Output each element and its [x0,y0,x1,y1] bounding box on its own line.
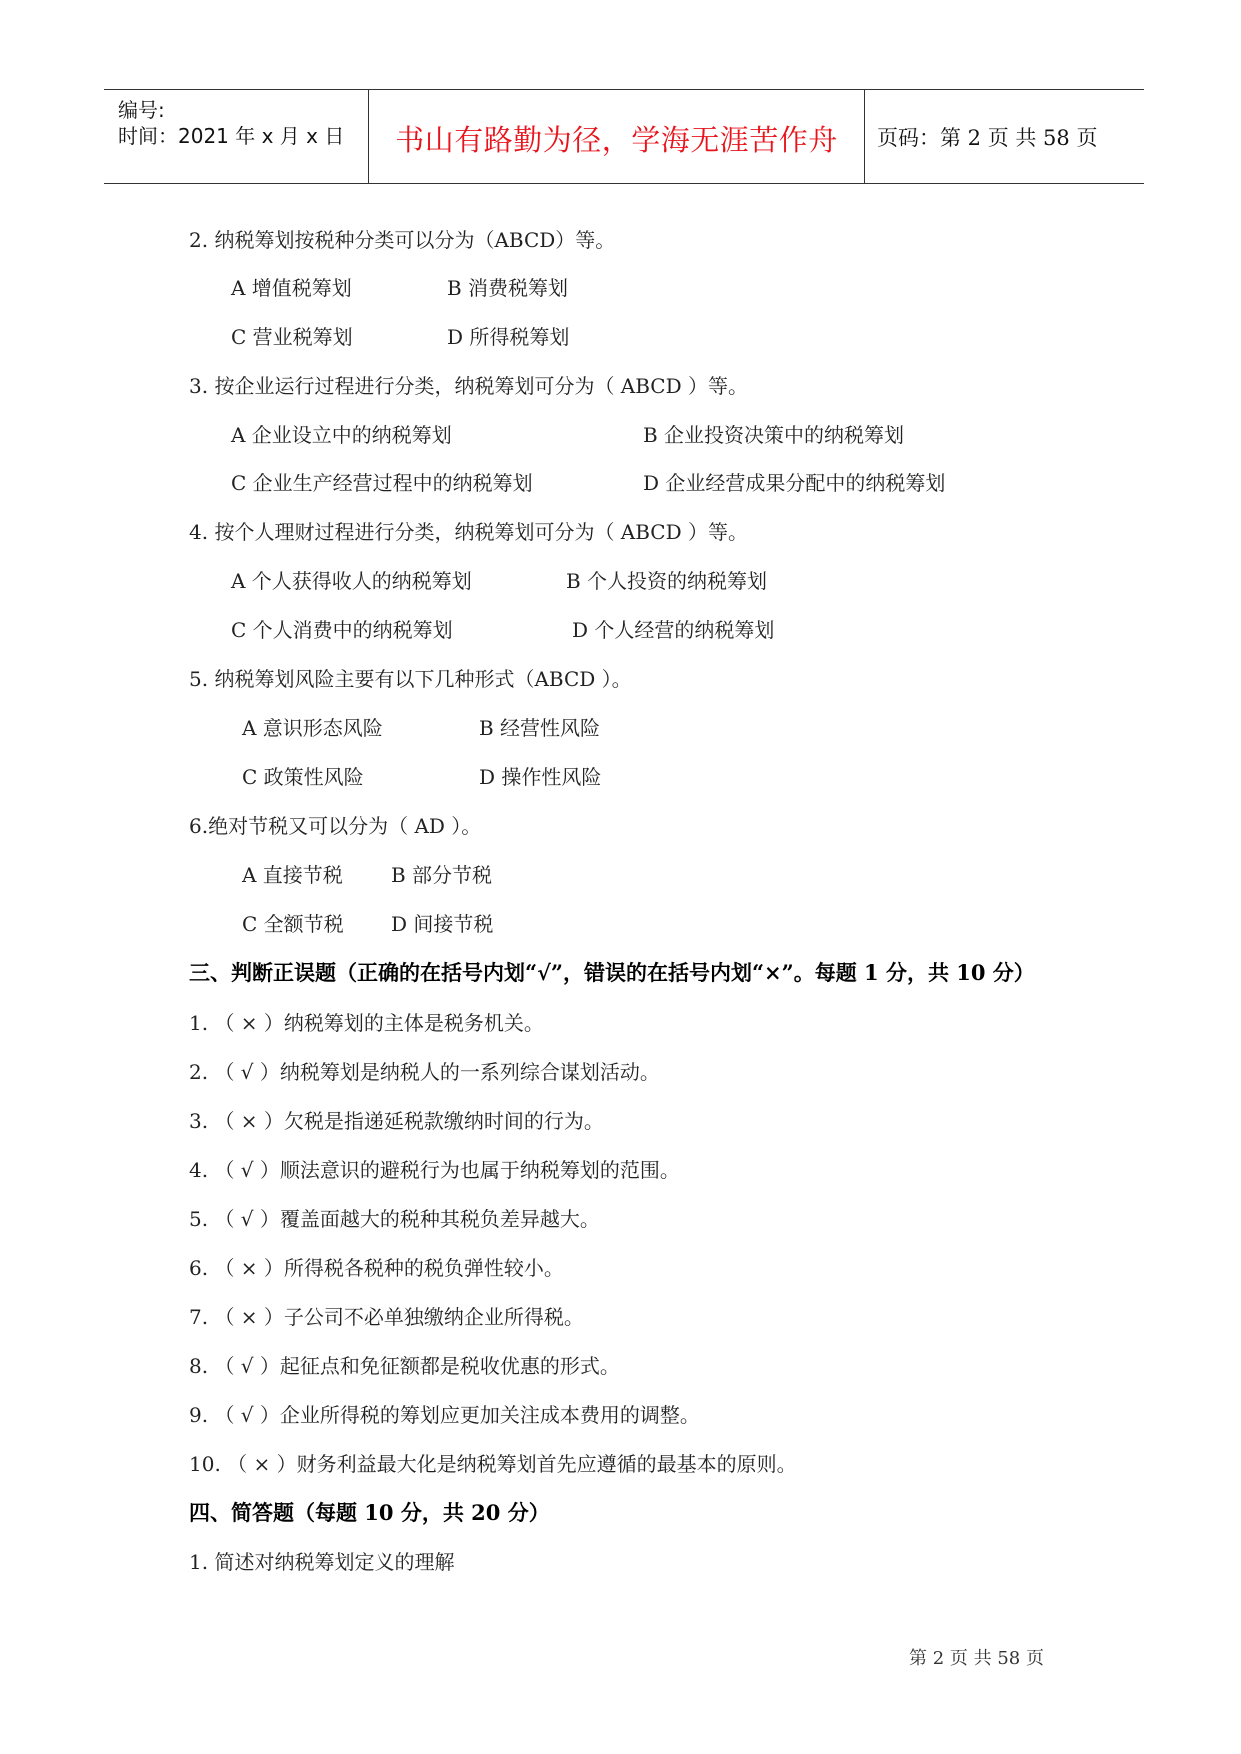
option-c: C 个人消费中的纳税筹划 [231,618,453,642]
question-stem: 5. 纳税筹划风险主要有以下几种形式（ABCD ）。 [189,667,632,691]
true-false-item: 9. （ √ ）企业所得税的筹划应更加关注成本费用的调整。 [189,1403,700,1427]
option-a: A 企业设立中的纳税筹划 [231,423,452,447]
true-false-item: 3. （ × ）欠税是指递延税款缴纳时间的行为。 [189,1109,604,1133]
option-c: C 政策性风险 [242,765,364,789]
option-a: A 直接节税 [242,863,343,887]
true-false-item: 2. （ √ ）纳税筹划是纳税人的一系列综合谋划活动。 [189,1060,660,1084]
option-d: D 间接节税 [391,912,494,936]
question-stem: 2. 纳税筹划按税种分类可以分为（ABCD）等。 [189,228,616,252]
true-false-item: 7. （ × ）子公司不必单独缴纳企业所得税。 [189,1305,584,1329]
option-a: A 个人获得收人的纳税筹划 [231,569,472,593]
header-motto-cell [369,90,865,183]
option-b: B 经营性风险 [479,716,601,740]
true-false-item: 8. （ √ ）起征点和免征额都是税收优惠的形式。 [189,1354,620,1378]
true-false-item: 6. （ × ）所得税各税种的税负弹性较小。 [189,1256,564,1280]
document-header [104,89,1144,184]
option-d: D 所得税筹划 [447,325,570,349]
short-answer-item: 1. 简述对纳税筹划定义的理解 [189,1550,455,1574]
true-false-item: 10. （ × ）财务利益最大化是纳税筹划首先应遵循的最基本的原则。 [189,1452,797,1476]
option-c: C 营业税筹划 [231,325,353,349]
section-title-true-false: 三、判断正误题（正确的在括号内划“√”，错误的在括号内划“×”。每题 1 分，共 10 分） [189,960,1035,985]
option-b: B 企业投资决策中的纳税筹划 [643,423,905,447]
true-false-item: 4. （ √ ）顺法意识的避税行为也属于纳税筹划的范围。 [189,1158,680,1182]
motto: 书山有路勤为径，学海无涯苦作舟 [395,123,838,157]
question-stem: 3. 按企业运行过程进行分类，纳税筹划可分为（ ABCD ）等。 [189,374,749,398]
true-false-item: 1. （ × ）纳税筹划的主体是税务机关。 [189,1011,544,1035]
header-info-cell [104,90,369,183]
section-title-short-answer: 四、简答题（每题 10 分，共 20 分） [189,1500,550,1525]
question-stem: 4. 按个人理财过程进行分类，纳税筹划可分为（ ABCD ）等。 [189,520,749,544]
footer-page-number: 第 2 页 共 58 页 [909,1648,1044,1669]
option-d: D 个人经营的纳税筹划 [572,618,775,642]
true-false-item: 5. （ √ ）覆盖面越大的税种其税负差异越大。 [189,1207,600,1231]
header-page-number: 页码：第 2 页 共 58 页 [877,126,1098,150]
question-stem: 6.绝对节税又可以分为（ AD ）。 [189,814,482,838]
option-c: C 全额节税 [242,912,344,936]
option-d: D 企业经营成果分配中的纳税筹划 [643,471,946,495]
option-b: B 部分节税 [391,863,493,887]
option-a: A 意识形态风险 [242,716,383,740]
code-label: 编号: [118,98,165,122]
header-page-cell [865,90,1144,183]
option-b: B 消费税筹划 [447,276,569,300]
time-label: 时间：2021 年 x 月 x 日 [118,124,345,148]
option-a: A 增值税筹划 [231,276,352,300]
option-b: B 个人投资的纳税筹划 [566,569,768,593]
option-d: D 操作性风险 [479,765,602,789]
option-c: C 企业生产经营过程中的纳税筹划 [231,471,533,495]
